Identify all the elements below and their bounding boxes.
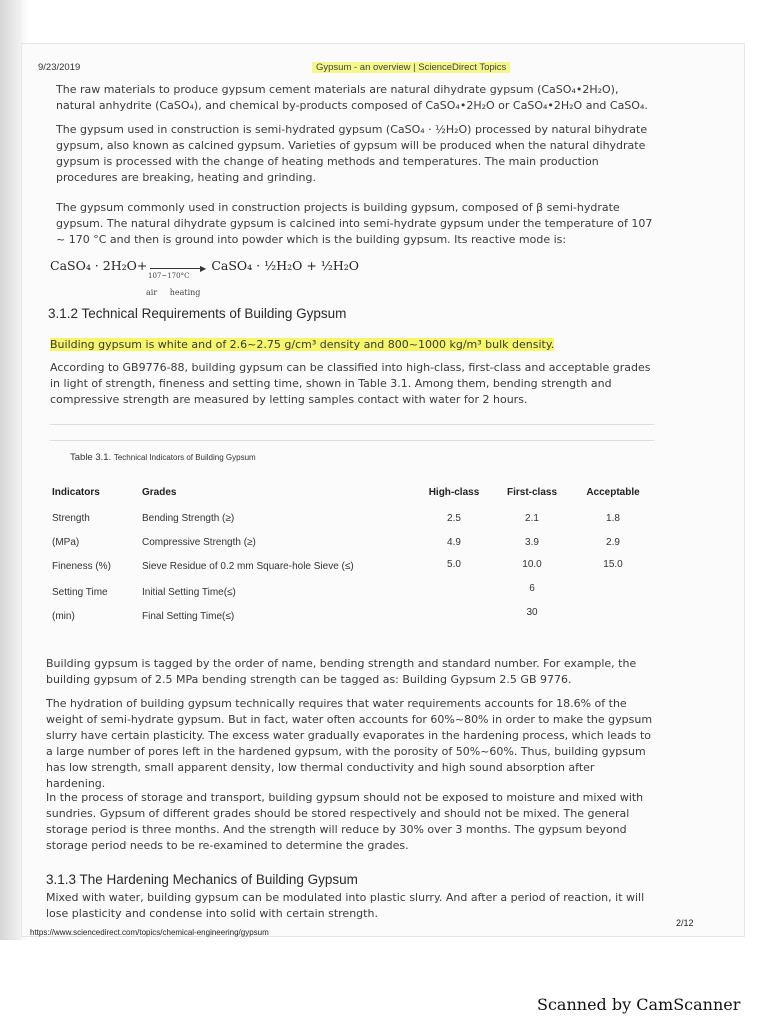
- table-cell-indicator: Setting Time: [52, 587, 108, 598]
- section-heading-313: 3.1.3 The Hardening Mechanics of Building Gypsum: [46, 872, 358, 887]
- paragraph-hardening: Mixed with water, building gypsum can be modulated into plastic slurry. And after a period of reaction, it will lose plasticity and condense into solid with certain strength.: [46, 891, 645, 920]
- table-header-cell: Grades: [142, 487, 177, 498]
- scanner-watermark: Scanned by CamScanner: [537, 995, 741, 1014]
- divider-second: [50, 440, 654, 441]
- print-date: 9/23/2019: [38, 62, 81, 73]
- table-cell-acceptable: 15.0: [603, 559, 623, 570]
- table-caption: [70, 452, 256, 463]
- table-cell-high: 2.5: [447, 513, 461, 524]
- table-cell-grade: Sieve Residue of 0.2 mm Square-hole Sieve (≤): [142, 561, 354, 572]
- table-cell-grade: Final Setting Time(≤): [142, 611, 235, 622]
- footer-page-number: 2/12: [676, 918, 694, 928]
- formula-right: CaSO₄ · ½H₂O + ½H₂O: [211, 258, 360, 273]
- paragraph-building-gypsum: The gypsum commonly used in construction projects is building gypsum, composed of β semi-hydrate gypsum. The natural dihydrate gypsum is calcined into semi-hydrate gypsum under the temperature of 107 ~ 170 °C and then is ground into powder which is the building gypsum. Its reactive mode is:: [56, 201, 653, 246]
- table-cell-first: 2.1: [525, 513, 539, 524]
- paragraph-semi-hydrated: The gypsum used in construction is semi-hydrated gypsum (CaSO₄ · ½H₂O) processed by natural bihydrate gypsum, also known as calcined gypsum. Varieties of gypsum will be produced when the natural dihydrate gypsum is processed with the change of heating methods and temperatures. The main production procedures are breaking, heating and grinding.: [56, 123, 648, 184]
- reaction-arrow: [150, 268, 204, 269]
- print-page-title: Gypsum - an overview | ScienceDirect Topics: [312, 62, 510, 73]
- formula-left: CaSO₄ · 2H₂O+: [50, 258, 148, 273]
- table-header-cell: First-class: [506, 487, 558, 498]
- table-cell-grade: Initial Setting Time(≤): [142, 587, 236, 598]
- table-cell-high: 4.9: [447, 537, 461, 548]
- divider-top: [50, 424, 654, 425]
- section-heading-312: 3.1.2 Technical Requirements of Building Gypsum: [48, 306, 347, 321]
- footer-url: https://www.sciencedirect.com/topics/chemical-engineering/gypsum: [30, 928, 269, 937]
- table-cell-grade: Compressive Strength (≥): [142, 537, 256, 548]
- table-header-cell: Acceptable: [586, 487, 640, 498]
- paragraph-raw-materials: The raw materials to produce gypsum cement materials are natural dihydrate gypsum (CaSO₄•2H₂O), natural anhydrite (CaSO₄), and chemical by-products composed of CaSO₄•2H₂O or CaSO₄•2H₂O and CaSO₄.: [56, 83, 648, 112]
- arrow-head-icon: ▶: [200, 264, 207, 273]
- paragraph-gb9776: According to GB9776-88, building gypsum can be classified into high-class, first-class and acceptable grades in light of strength, fineness and setting time, shown in Table 3.1. Among them, bending strength and compressive strength are measured by letting samples contact with water for 2 hours.: [50, 361, 651, 406]
- paragraph-hydration: The hydration of building gypsum technically requires that water requirements accounts for 18.6% of the weight of semi-hydrate gypsum. But in fact, water often accounts for 60%~80% in order to make the gypsum slurry have certain plasticity. The excess water gradually evaporates in the hardening process, which leads to a large number of pores left in the hardened gypsum, with the porosity of 50%~60%. Thus, building gypsum has low strength, small apparent density, low thermal conductivity and high sound absorption after hardening.: [46, 697, 653, 790]
- paragraph-tagging: Building gypsum is tagged by the order of name, bending strength and standard number. For example, the building gypsum of 2.5 MPa bending strength can be tagged as: Building Gypsum 2.5 GB 9776.: [46, 657, 637, 686]
- table-title: Technical Indicators of Building Gypsum: [113, 453, 256, 462]
- table-cell-indicator: Fineness (%): [52, 561, 111, 572]
- table-cell-first: 30: [526, 607, 538, 618]
- table-cell-indicator: Strength: [52, 513, 90, 524]
- table-cell-acceptable: 1.8: [606, 513, 620, 524]
- paragraph-storage: In the process of storage and transport, building gypsum should not be exposed to moisture and mixed with sundries. Gypsum of different grades should be stored respectively and should not be mixed. The general storage period is three months. And the strength will reduce by 30% over 3 months. The gypsum beyond storage period needs to be re-examined to determine the grades.: [46, 791, 644, 852]
- highlight-mark: Building gypsum is white and of 2.6~2.75 g/cm³ density and 800~1000 kg/m³ bulk density.: [50, 338, 555, 351]
- reaction-temperature: 107~170°C: [148, 272, 190, 280]
- reaction-condition: air heating: [146, 288, 201, 297]
- table-cell-high: 5.0: [447, 559, 461, 570]
- table-cell-indicator: (min): [52, 611, 75, 622]
- table-cell-first: 3.9: [525, 537, 539, 548]
- table-cell-first: 10.0: [522, 559, 542, 570]
- table-cell-grade: Bending Strength (≥): [142, 513, 235, 524]
- table-cell-acceptable: 2.9: [606, 537, 620, 548]
- highlighted-density-sentence: [50, 337, 650, 353]
- table-cell-first: 6: [529, 583, 535, 594]
- table-header-cell: High-class: [428, 487, 480, 498]
- table-cell-indicator: (MPa): [52, 537, 80, 548]
- table-number: Table 3.1.: [70, 452, 112, 463]
- table-header-cell: Indicators: [52, 487, 100, 498]
